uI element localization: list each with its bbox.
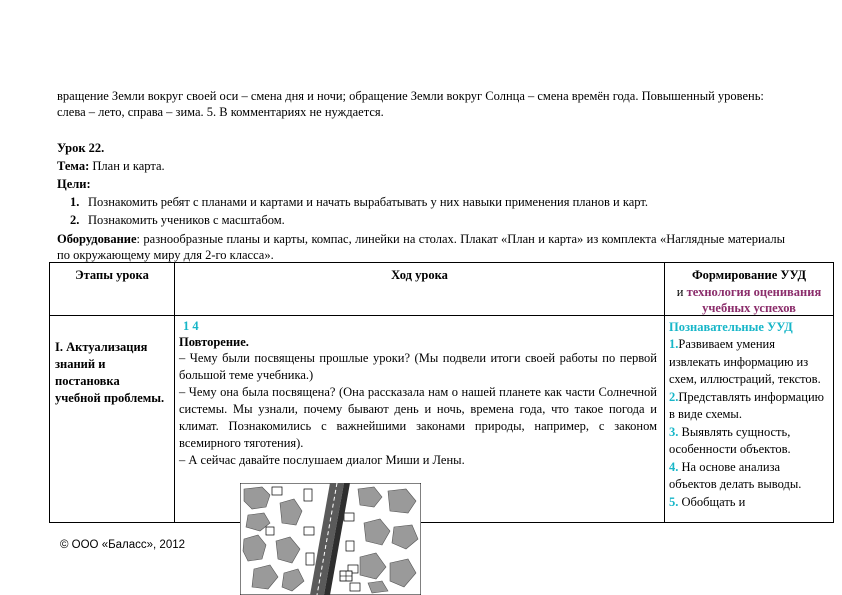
uud-text: Обобщать и (678, 494, 746, 509)
table-border-right (833, 262, 834, 523)
uud-number: 1. (669, 337, 679, 351)
dialogue-line: – Чему она была посвящена? (Она рассказала нам о нашей планете как части Солнечной системы. Мы узнали, почему бывают день и ночь, времена года, что такое погода и климат. Познакомились с важнейшими законами природы, например, с законом всемирного тяготения). (179, 385, 657, 450)
goal-number: 2. (70, 213, 80, 227)
header-forming-line2 (665, 284, 833, 300)
theme-label: Тема: (57, 159, 90, 173)
table-border-top (49, 262, 834, 263)
uud-item (669, 459, 829, 494)
header-and: и (676, 285, 684, 299)
table-border-bottom (421, 522, 834, 523)
table-border-left (49, 262, 50, 523)
city-plan-illustration (240, 483, 421, 595)
uud-number: 4. (669, 459, 679, 474)
header-forming: Формирование УУД (691, 268, 807, 282)
uud-text: На основе анализа объектов делать выводы. (669, 459, 802, 491)
theme-value: План и карта. (92, 159, 165, 173)
header-tech: технология оценивания (686, 285, 822, 299)
uud-number: 5. (669, 494, 679, 509)
uud-list (669, 336, 829, 511)
uud-text: Выявлять сущность, особенности объектов. (669, 424, 791, 456)
equipment-label: Оборудование (57, 232, 137, 246)
uud-item (669, 336, 829, 389)
slide-numbers: 1 4 (183, 319, 199, 333)
uud-number: 3. (669, 424, 679, 439)
uud-title: Познавательные УУД (669, 320, 793, 334)
lesson-theme (57, 158, 165, 174)
repetition-heading: Повторение. (179, 335, 249, 349)
dialogue-line: – А сейчас давайте послушаем диалог Миши и Лены. (179, 453, 465, 467)
table-border-bottom (49, 522, 240, 523)
goal-text: Познакомить учеников с масштабом. (88, 213, 285, 227)
header-stages: Этапы урока (75, 268, 149, 282)
header-forming-line3: учебных успехов (702, 301, 796, 315)
goal-item (70, 194, 648, 210)
uud-item (669, 494, 829, 512)
goals-heading: Цели: (57, 177, 91, 191)
stage-name: I. Актуализация знаний и постановка учебной проблемы. (55, 340, 165, 405)
lesson-course-text (179, 350, 657, 469)
uud-item (669, 389, 829, 424)
intro-paragraph: вращение Земли вокруг своей оси – смена дня и ночи; обращение Земли вокруг Солнца – смена времён года. Повышенный уровень: слева – лето, справа – зима. 5. В комментариях не нуждается. (57, 89, 764, 119)
goal-text: Познакомить ребят с планами и картами и начать вырабатывать у них навыки применения планов и карт. (88, 195, 649, 209)
equipment-paragraph (57, 231, 785, 263)
dialogue-line: – Чему были посвящены прошлые уроки? (Мы подвели итоги своей работы по первой большой теме учебника.) (179, 351, 657, 382)
goal-item (70, 212, 285, 228)
uud-number: 2. (669, 389, 679, 404)
uud-text: Развиваем умения извлекать информацию из схем, иллюстраций, текстов. (669, 337, 821, 386)
lesson-number: Урок 22. (57, 141, 105, 155)
table-col-divider (174, 262, 175, 523)
copyright-footer: © ООО «Баласс», 2012 (60, 539, 186, 551)
equipment-text: : разнообразные планы и карты, компас, линейки на столах. Плакат «План и карта» из комплекта «Наглядные материалы по окружающему миру для 2-го класса». (57, 232, 785, 262)
uud-item (669, 424, 829, 459)
header-course: Ход урока (391, 268, 448, 282)
goal-number: 1. (70, 195, 80, 209)
uud-text: Представлять информацию в виде схемы. (669, 389, 824, 421)
